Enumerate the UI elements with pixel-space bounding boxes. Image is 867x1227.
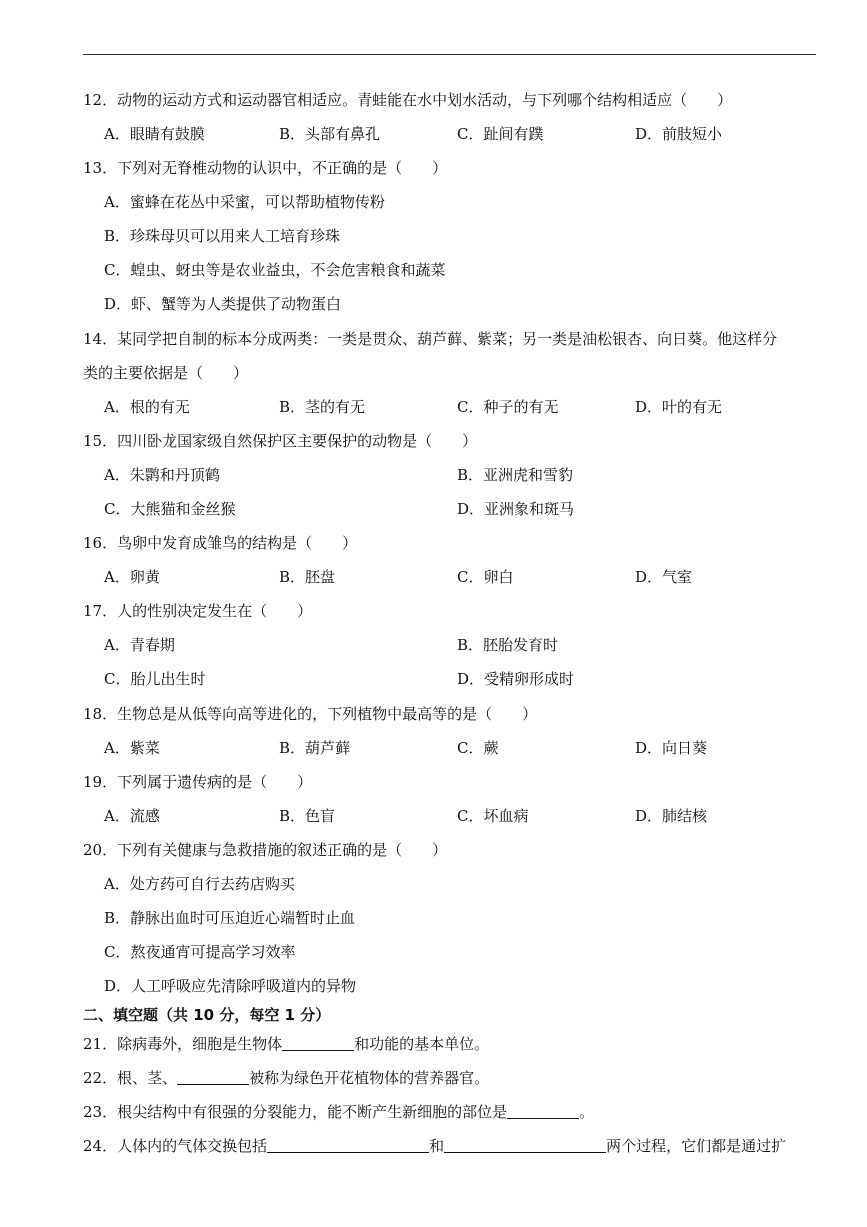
question-14 (83, 328, 823, 350)
option-d: D．叶的有无 (635, 398, 723, 416)
question-15-options-2 (83, 498, 823, 520)
option-b: B．胚胎发育时 (457, 636, 559, 654)
question-stem: 15．四川卧龙国家级自然保护区主要保护的动物是（ ） (83, 432, 478, 450)
question-20-option-a (83, 873, 823, 895)
question-13-option-d (83, 293, 823, 315)
question-text: 22．根、茎、 (83, 1069, 178, 1087)
question-20-option-d (83, 975, 823, 997)
option-b: B．胚盘 (279, 568, 336, 586)
option-d: D．前肢短小 (635, 125, 723, 143)
header-rule (83, 54, 816, 55)
question-16-options (83, 566, 823, 588)
question-text-cont: 。 (579, 1103, 595, 1121)
question-16 (83, 532, 823, 554)
question-20-option-c (83, 941, 823, 963)
option-c: C．种子的有无 (457, 398, 559, 416)
question-13-option-c (83, 259, 823, 281)
question-24 (83, 1135, 823, 1157)
question-17 (83, 600, 823, 622)
question-text-cont: 两个过程，它们都是通过扩 (606, 1137, 787, 1155)
question-stem: 17．人的性别决定发生在（ ） (83, 602, 313, 620)
option-c: C．胎儿出生时 (104, 670, 206, 688)
option-a: A．蜜蜂在花丛中采蜜，可以帮助植物传粉 (104, 193, 385, 211)
option-d: D．向日葵 (635, 739, 708, 757)
question-13 (83, 157, 823, 179)
option-c: C．熬夜通宵可提高学习效率 (104, 943, 296, 961)
answer-blank[interactable] (507, 1102, 579, 1119)
question-17-options-2 (83, 668, 823, 690)
option-b: B．静脉出血时可压迫近心端暂时止血 (104, 909, 356, 927)
option-d: D．人工呼吸应先清除呼吸道内的异物 (104, 977, 357, 995)
answer-blank[interactable] (177, 1068, 249, 1085)
option-a: A．流感 (104, 807, 160, 825)
option-b: B．珍珠母贝可以用来人工培育珍珠 (104, 227, 341, 245)
option-c: C．蕨 (457, 739, 499, 757)
question-stem: 16．鸟卵中发育成雏鸟的结构是（ ） (83, 534, 358, 552)
question-15-options-1 (83, 464, 823, 486)
option-b: B．葫芦藓 (279, 739, 351, 757)
option-c: C．大熊猫和金丝猴 (104, 500, 236, 518)
section-title: 二、填空题（共 10 分，每空 1 分） (83, 1006, 331, 1024)
question-text-cont: 和功能的基本单位。 (354, 1035, 490, 1053)
question-22 (83, 1067, 823, 1089)
option-c: C．卵白 (457, 568, 514, 586)
question-19 (83, 771, 823, 793)
option-b: B．色盲 (279, 807, 336, 825)
question-stem: 12．动物的运动方式和运动器官相适应。青蛙能在水中划水活动，与下列哪个结构相适应（ ） (83, 91, 733, 109)
option-c: C．蝗虫、蚜虫等是农业益虫，不会危害粮食和蔬菜 (104, 261, 446, 279)
question-15 (83, 430, 823, 452)
question-13-option-b (83, 225, 823, 247)
question-12-options (83, 123, 823, 145)
answer-blank-1[interactable] (267, 1136, 429, 1153)
question-17-options-1 (83, 634, 823, 656)
option-d: D．气室 (635, 568, 693, 586)
section-heading (83, 1004, 823, 1026)
answer-blank[interactable] (282, 1034, 354, 1051)
question-14-cont (83, 362, 823, 384)
option-c: C．趾间有蹼 (457, 125, 544, 143)
option-a: A．眼睛有鼓膜 (104, 125, 205, 143)
option-d: D．亚洲象和斑马 (457, 500, 575, 518)
question-20 (83, 839, 823, 861)
question-stem: 19．下列属于遗传病的是（ ） (83, 773, 313, 791)
option-b: B．茎的有无 (279, 398, 366, 416)
question-20-option-b (83, 907, 823, 929)
question-13-option-a (83, 191, 823, 213)
option-a: A．卵黄 (104, 568, 160, 586)
option-d: D．虾、蟹等为人类提供了动物蛋白 (104, 295, 342, 313)
option-a: A．朱鹮和丹顶鹤 (104, 466, 220, 484)
option-a: A．处方药可自行去药店购买 (104, 875, 295, 893)
question-text: 23．根尖结构中有很强的分裂能力，能不断产生新细胞的部位是 (83, 1103, 508, 1121)
question-stem-cont: 类的主要依据是（ ） (83, 364, 249, 382)
question-text: 21．除病毒外，细胞是生物体 (83, 1035, 283, 1053)
question-text-mid: 和 (429, 1137, 445, 1155)
question-21 (83, 1033, 823, 1055)
question-23 (83, 1101, 823, 1123)
question-stem: 18．生物总是从低等向高等进化的，下列植物中最高等的是（ ） (83, 705, 538, 723)
option-c: C．坏血病 (457, 807, 529, 825)
option-a: A．根的有无 (104, 398, 190, 416)
question-stem: 20．下列有关健康与急救措施的叙述正确的是（ ） (83, 841, 448, 859)
option-b: B．亚洲虎和雪豹 (457, 466, 574, 484)
option-a: A．青春期 (104, 636, 175, 654)
question-14-options (83, 396, 823, 418)
question-19-options (83, 805, 823, 827)
question-stem: 13．下列对无脊椎动物的认识中，不正确的是（ ） (83, 159, 448, 177)
question-12 (83, 89, 823, 111)
question-text-cont: 被称为绿色开花植物体的营养器官。 (249, 1069, 490, 1087)
option-a: A．紫菜 (104, 739, 160, 757)
option-d: D．受精卵形成时 (457, 670, 575, 688)
option-b: B．头部有鼻孔 (279, 125, 381, 143)
answer-blank-2[interactable] (444, 1136, 606, 1153)
option-d: D．肺结核 (635, 807, 708, 825)
question-18-options (83, 737, 823, 759)
question-18 (83, 703, 823, 725)
question-stem: 14．某同学把自制的标本分成两类：一类是贯众、葫芦藓、紫菜；另一类是油松银杏、向日葵。他这样分 (83, 330, 778, 348)
question-text: 24．人体内的气体交换包括 (83, 1137, 268, 1155)
